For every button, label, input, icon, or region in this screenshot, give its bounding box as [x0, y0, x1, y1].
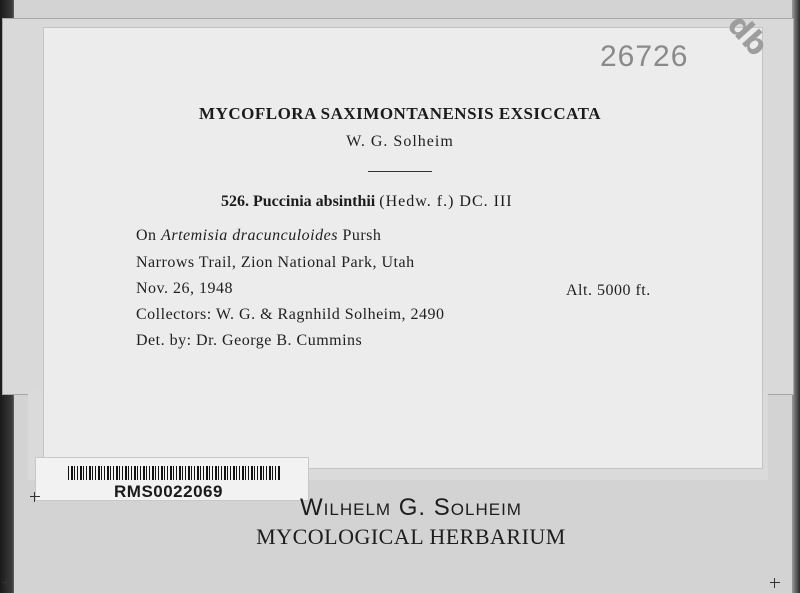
- locality: Narrows Trail, Zion National Park, Utah: [136, 254, 415, 271]
- accession-number: 26726: [600, 40, 689, 73]
- registration-mark: [770, 578, 780, 588]
- specimen-number: 526.: [221, 193, 249, 210]
- specimen-taxon: Puccinia absinthii: [253, 193, 376, 210]
- registration-mark: [30, 492, 40, 502]
- corner-stamp: db: [720, 7, 775, 64]
- host-line: [136, 227, 381, 245]
- specimen-authority: (Hedw. f.) DC. III: [379, 193, 513, 210]
- specimen-line: [221, 193, 513, 211]
- registration-mark: [2, 578, 12, 588]
- specimen-label: [44, 28, 762, 468]
- title-divider: [368, 171, 432, 172]
- host-author: Pursh: [342, 227, 382, 244]
- distributor-name: W. G. Solheim: [346, 133, 454, 150]
- barcode-number: RMS0022069: [114, 482, 223, 501]
- determiner: Det. by: Dr. George B. Cummins: [136, 332, 363, 349]
- herbarium-name: Wilhelm G. Solheim: [300, 494, 522, 521]
- barcode-bars: [68, 466, 280, 480]
- herbarium-subtitle: MYCOLOGICAL HERBARIUM: [256, 524, 566, 549]
- collectors: Collectors: W. G. & Ragnhild Solheim, 2490: [136, 306, 445, 323]
- collection-date: Nov. 26, 1948: [136, 280, 234, 297]
- host-prefix: On: [136, 227, 157, 244]
- host-species: Artemisia dracunculoides: [161, 227, 338, 244]
- series-title: MYCOFLORA SAXIMONTANENSIS EXSICCATA: [199, 104, 601, 123]
- altitude: Alt. 5000 ft.: [566, 282, 651, 299]
